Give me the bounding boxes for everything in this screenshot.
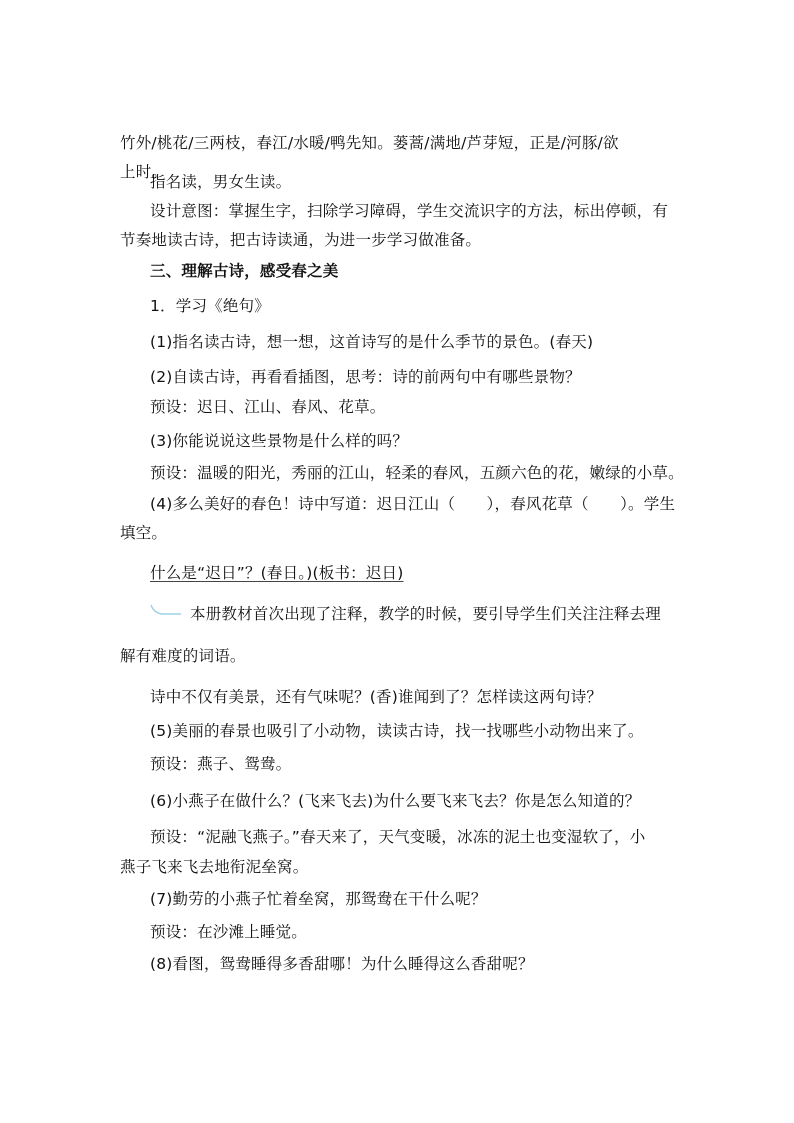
subsection-heading: 1．学习《绝句》 <box>150 297 270 315</box>
preset-answer-1: 预设：迟日、江山、春风、花草。 <box>150 398 386 416</box>
question-5: (5)美丽的春景也吸引了小动物，读读古诗，找一找哪些小动物出来了。 <box>150 722 644 740</box>
question-6: (6)小燕子在做什么？(飞来飞去)为什么要飞来飞去？你是怎么知道的？ <box>150 792 641 810</box>
smell-question: 诗中不仅有美景，还有气味呢？(香)谁闻到了？怎样读这两句诗？ <box>150 688 603 706</box>
text-line-3: 指名读，男女生读。 <box>150 173 292 191</box>
chiri-question: 什么是“迟日”？(春日。)(板书：迟日) <box>150 564 404 582</box>
annotation-note-line-2: 解有难度的词语。 <box>120 647 246 665</box>
section-heading: 三、理解古诗，感受春之美 <box>150 262 339 280</box>
design-intent-line-2: 节奏地读古诗，把古诗读通，为进一步学习做准备。 <box>120 231 482 249</box>
preset-answer-5: 预设：在沙滩上睡觉。 <box>150 923 308 941</box>
question-8: (8)看图，鸳鸯睡得多香甜哪！为什么睡得这么香甜呢？ <box>150 955 534 973</box>
note-bracket-icon <box>150 603 182 617</box>
question-2: (2)自读古诗，再看看插图，思考：诗的前两句中有哪些景物？ <box>150 368 581 386</box>
preset-answer-4-line-1: 预设：“泥融飞燕子。”春天来了，天气变暖，冰冻的泥土也变湿软了，小 <box>150 828 646 846</box>
question-4: (4)多么美好的春色！诗中写道：迟日江山（ ），春风花草（ ）。学生 <box>150 495 676 513</box>
question-7: (7)勤劳的小燕子忙着垒窝，那鸳鸯在干什么呢？ <box>150 890 487 908</box>
preset-answer-4-line-2: 燕子飞来飞去地衔泥垒窝。 <box>120 858 309 876</box>
preset-answer-2: 预设：温暖的阳光，秀丽的江山，轻柔的春风，五颜六色的花，嫩绿的小草。 <box>150 464 684 482</box>
design-intent-line-1: 设计意图：掌握生字，扫除学习障碍，学生交流识字的方法，标出停顿，有 <box>150 202 669 220</box>
question-1: (1)指名读古诗，想一想，这首诗写的是什么季节的景色。(春天) <box>150 333 594 351</box>
question-4-continuation: 填空。 <box>120 524 168 542</box>
question-3: (3)你能说说这些景物是什么样的吗？ <box>150 432 409 450</box>
annotation-note-line-1: 本册教材首次出现了注释，教学的时候，要引导学生们关注注释去理 <box>190 605 662 623</box>
text-line-1: 竹外/桃花/三两枝，春江/水暖/鸭先知。蒌蒿/满地/芦芽短，正是/河豚/欲 <box>120 134 619 152</box>
text-line-2: 上时。 <box>120 163 168 181</box>
preset-answer-3: 预设：燕子、鸳鸯。 <box>150 755 292 773</box>
